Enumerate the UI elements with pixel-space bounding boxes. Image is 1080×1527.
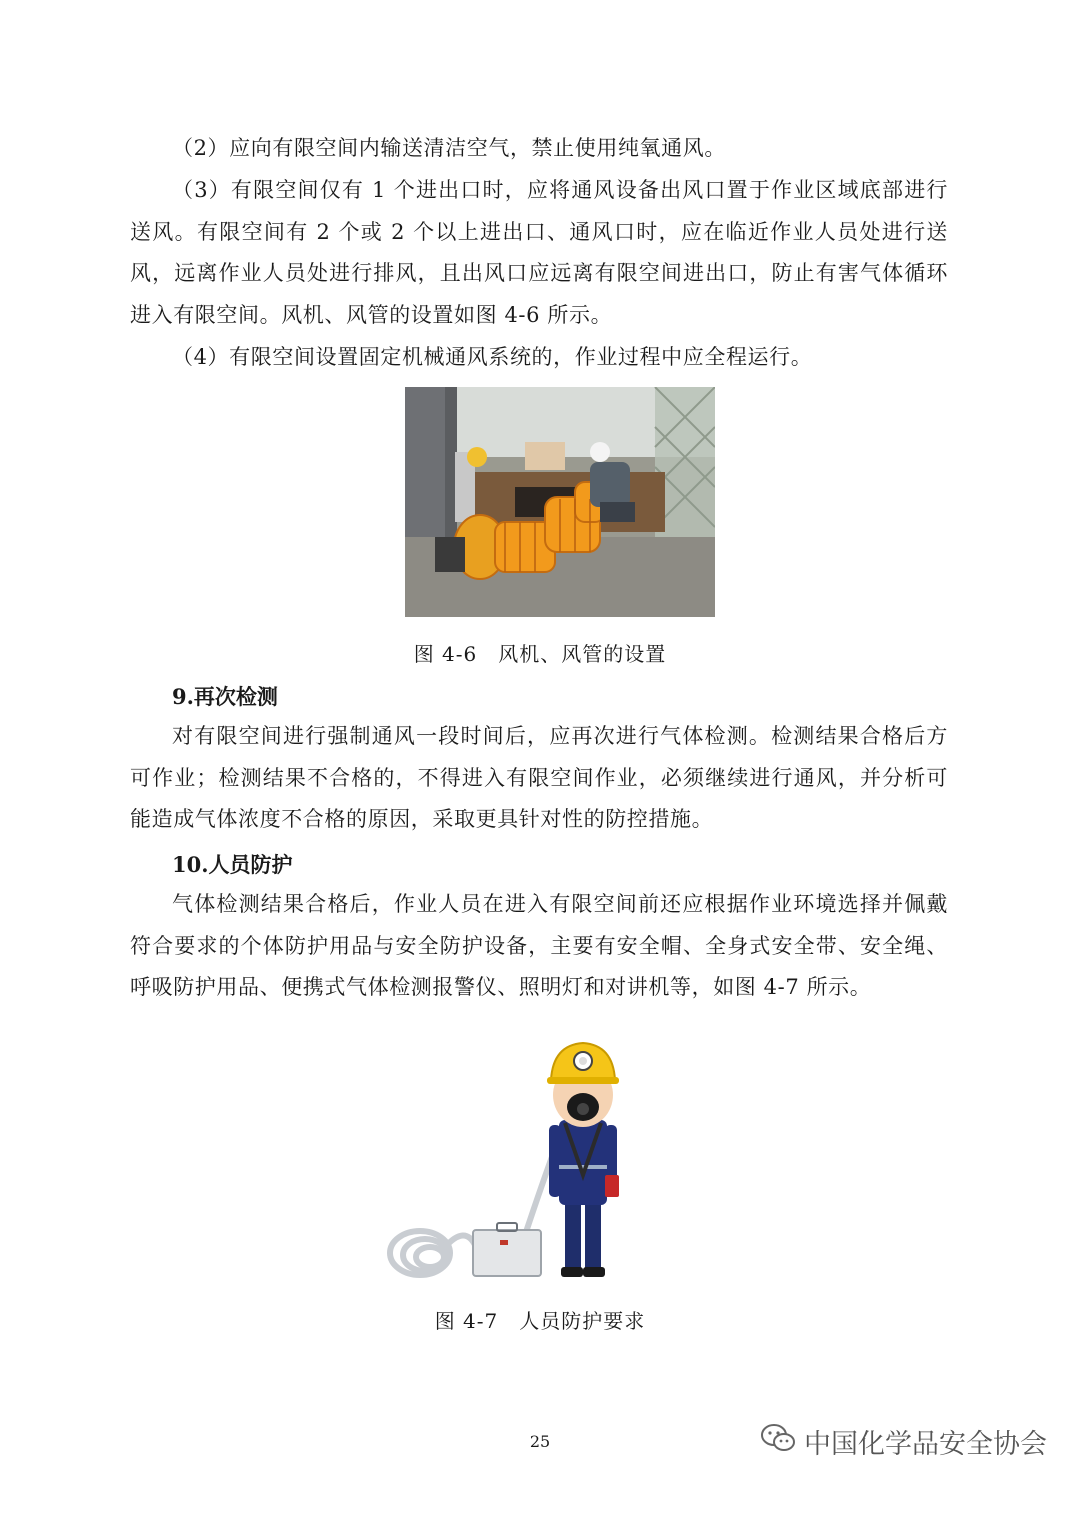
- section-9-heading: 9.再次检测: [172, 684, 278, 709]
- figure-4-6-photo: [405, 387, 715, 617]
- section-10-body: 气体检测结果合格后，作业人员在进入有限空间前还应根据作业环境选择并佩戴符合要求的个体防护用品与安全防护设备，主要有安全帽、全身式安全带、安全绳、呼吸防护用品、便携式气体检测报警仪、照明灯和对讲机等，如图 4-7 所示。: [130, 892, 948, 999]
- paragraph-3: （3）有限空间仅有 1 个进出口时，应将通风设备出风口置于作业区域底部进行送风。有限空间有 2 个或 2 个以上进出口、通风口时，应在临近作业人员处进行送风，远离作业人员处进行排风，且出风口应远离有限空间进出口，防止有害气体循环进入有限空间。风机、风管的设置如图 4-6 所示。: [130, 178, 948, 327]
- watermark: [760, 1422, 1047, 1461]
- figure-4-7-caption: 图 4-7 人员防护要求: [434, 1309, 646, 1333]
- section-9-body: 对有限空间进行强制通风一段时间后，应再次进行气体检测。检测结果合格后方可作业；检测结果不合格的，不得进入有限空间作业，必须继续进行通风，并分析可能造成气体浓度不合格的原因，采取更具针对性的防控措施。: [130, 724, 948, 831]
- paragraph-2: （2）应向有限空间内输送清洁空气，禁止使用纯氧通风。: [172, 136, 726, 160]
- wechat-icon: [760, 1423, 796, 1460]
- figure-4-7-illustration: [385, 1025, 675, 1287]
- figure-4-6-caption: 图 4-6 风机、风管的设置: [413, 642, 667, 666]
- paragraph-4: （4）有限空间设置固定机械通风系统的，作业过程中应全程运行。: [172, 345, 813, 369]
- watermark-text: 中国化学品安全协会: [804, 1429, 1047, 1460]
- page-number: 25: [529, 1432, 551, 1451]
- section-10-heading: 10.人员防护: [172, 852, 293, 877]
